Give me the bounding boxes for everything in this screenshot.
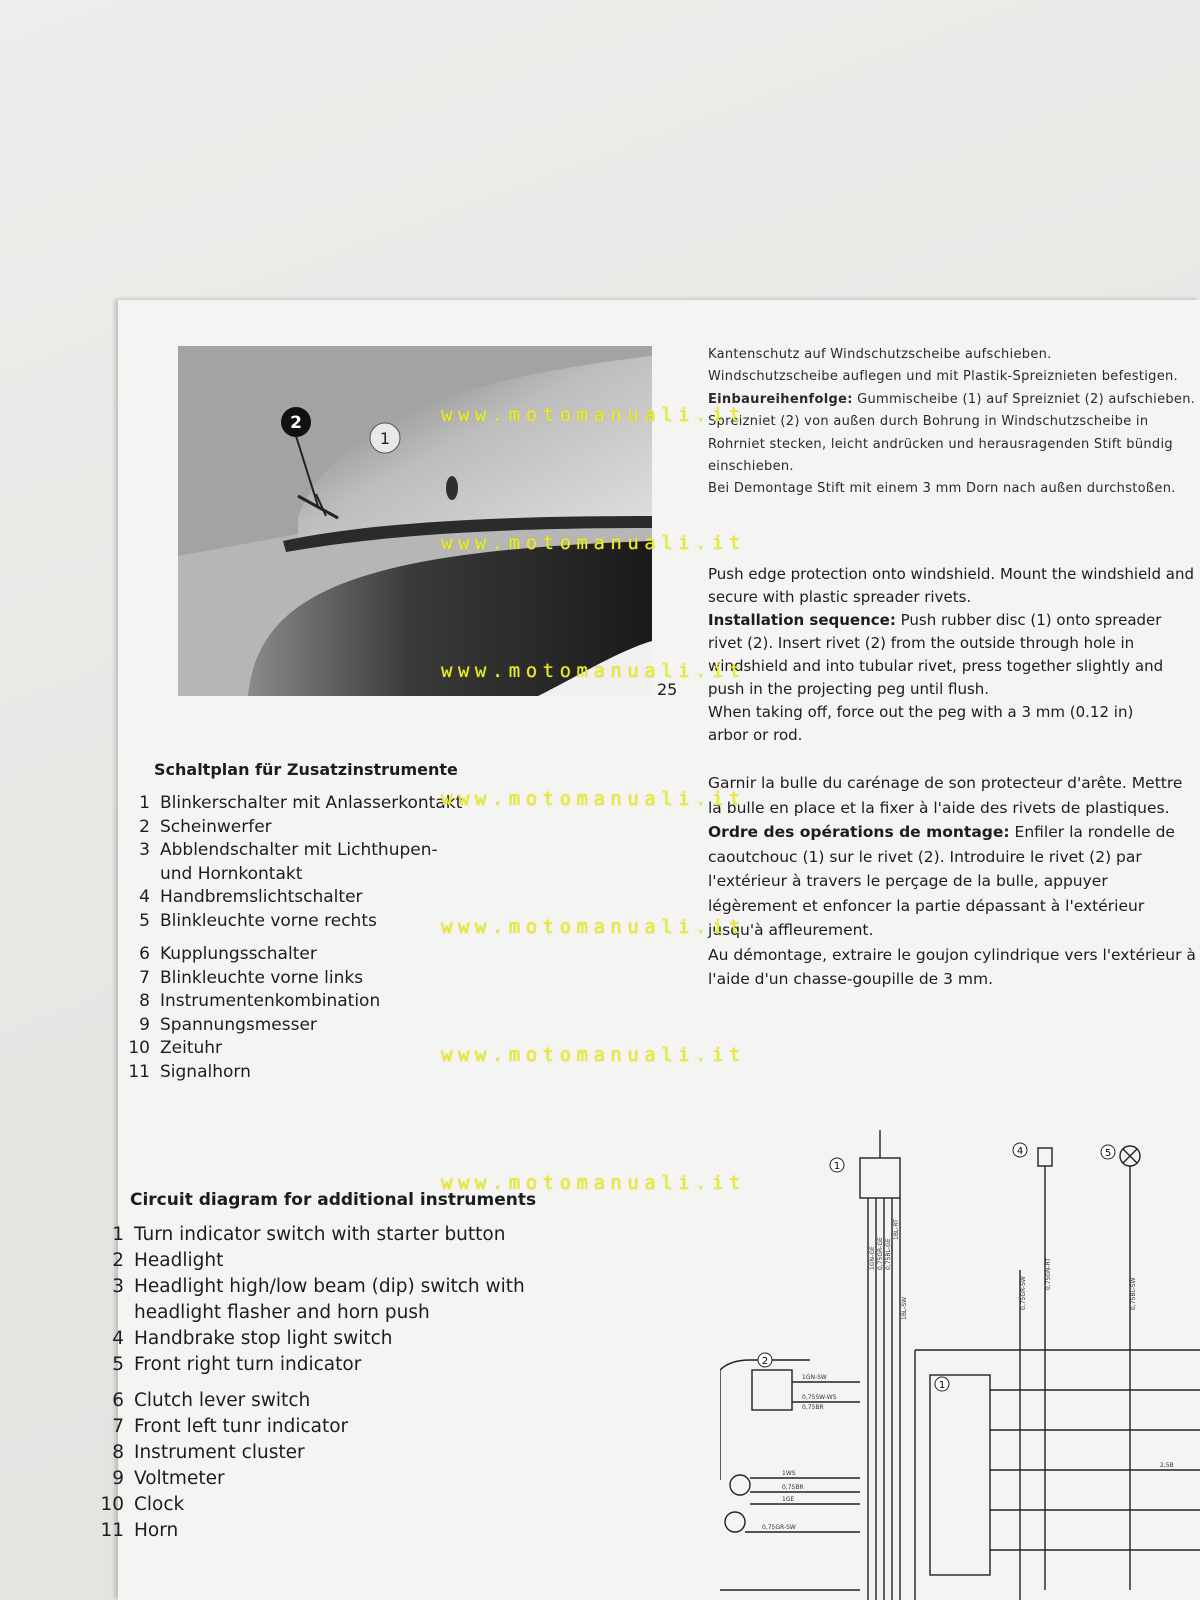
svg-text:1: 1 (938, 1380, 946, 1391)
diagram-callout-5 (1101, 1145, 1115, 1159)
watermark: www.motomanuali.it (441, 1044, 746, 1066)
wire-label: 2,5B (1160, 1462, 1174, 1469)
list-item: 10 Zeituhr (128, 1038, 223, 1058)
list-item: 11 Horn (100, 1520, 179, 1541)
german-list-heading: Schaltplan für Zusatzinstrumente (154, 760, 458, 779)
svg-text:1: 1 (833, 1161, 841, 1172)
photo-callout-1 (370, 423, 400, 453)
list-item: 1 Turn indicator switch with starter button (112, 1224, 506, 1245)
german-sequence (708, 389, 1200, 479)
wire-label: 0,75BL-GE (885, 1238, 892, 1270)
photo-callout-2 (281, 407, 311, 437)
watermark: www.motomanuali.it (441, 788, 746, 810)
wire-label: 1GE (782, 1496, 795, 1503)
list-item: 1 Blinkerschalter mit Anlasserkontakt (139, 793, 463, 813)
german-line-1: Kantenschutz auf Windschutzscheibe aufschieben. (708, 347, 1052, 362)
french-sequence-heading: Ordre des opérations de montage: (708, 823, 1010, 841)
english-list-heading: Circuit diagram for additional instruments (130, 1190, 537, 1210)
list-item: 5 Front right turn indicator (112, 1354, 362, 1375)
german-sequence-heading: Einbaureihenfolge: (708, 391, 853, 407)
wire-label: 0,75BR (802, 1404, 824, 1411)
wire-label: 0,75SW-WS (802, 1394, 837, 1401)
figure-number: 25 (657, 680, 678, 699)
diagram-callout-2 (758, 1353, 772, 1367)
wire-label: 1GN-SW (802, 1374, 827, 1381)
french-sequence-body: Enfiler la rondelle de caoutchouc (1) sur le rivet (2). Introduire le rivet (2) par l'extérieur à travers le perçage de la bulle, appuyer légèrement et enfoncer la partie dépassant à l'extérieur jusqu'à affleurement. (708, 823, 1175, 939)
english-sequence (708, 609, 1200, 701)
french-removal: Au démontage, extraire le goujon cylindrique vers l'extérieur à l'aide d'un chasse-goupille de 3 mm. (708, 945, 1196, 988)
list-item: 9 Voltmeter (112, 1468, 225, 1489)
list-item: 7 Blinkleuchte vorne links (139, 967, 364, 988)
list-item: 7 Front left tunr indicator (112, 1416, 349, 1437)
list-item: 3 Headlight high/low beam (dip) switch with (112, 1276, 525, 1297)
english-removal-2: arbor or rod. (708, 726, 803, 744)
english-line-1: Push edge protection onto windshield. Mount the windshield and secure with plastic spreader rivets. (708, 565, 1194, 606)
german-legend-list (124, 792, 462, 1084)
french-line-1: Garnir la bulle du carénage de son protecteur d'arête. Mettre la bulle en place et la fixer à l'aide des rivets de plastiques. (708, 774, 1183, 817)
list-item: 9 Spannungsmesser (139, 1014, 317, 1035)
list-item-continuation: und Hornkontakt (160, 863, 303, 884)
german-sequence-body: Gummischeibe (1) auf Spreizniet (2) aufschieben. Spreizniet (2) von außen durch Bohrung in Windschutzscheibe in Rohrniet stecken, leicht andrücken und herausragenden Stift bündig einschieben. (708, 391, 1196, 475)
watermark: www.motomanuali.it (441, 1172, 746, 1194)
list-item: 10 Clock (100, 1494, 185, 1515)
diagram-callout-1 (830, 1158, 844, 1172)
german-line-2: Windschutzscheibe auflegen und mit Plastik-Spreiznieten befestigen. (708, 369, 1178, 385)
list-item: 2 Scheinwerfer (139, 816, 272, 837)
list-item: 6 Clutch lever switch (112, 1390, 311, 1411)
svg-text:2: 2 (761, 1356, 769, 1367)
wire-label: 1BL-SW (901, 1296, 908, 1320)
french-instructions (708, 771, 1200, 992)
wire-label: 1BL-RT (893, 1219, 900, 1240)
english-sequence-body: Push rubber disc (1) onto spreader rivet (2). Insert rivet (2) from the outside through hole in windshield and into tubular rivet, press together slightly and push in the projecting peg until flush. (708, 611, 1164, 698)
watermark: www.motomanuali.it (441, 916, 746, 938)
diagram-callout-4 (1013, 1143, 1027, 1157)
english-removal-1: When taking off, force out the peg with a 3 mm (0.12 in) (708, 703, 1134, 721)
list-item-continuation: headlight flasher and horn push (134, 1302, 430, 1323)
german-removal: Bei Demontage Stift mit einem 3 mm Dorn nach außen durchstoßen. (708, 481, 1176, 497)
watermark: www.motomanuali.it (441, 660, 746, 682)
english-sequence-heading: Installation sequence: (708, 611, 896, 629)
watermark: www.motomanuali.it (441, 532, 746, 554)
wire-label: 0,75GR-SW (762, 1524, 796, 1531)
wire-label: 1GN-GE (869, 1246, 876, 1270)
list-item: 5 Blinkleuchte vorne rechts (139, 910, 377, 931)
svg-text:2: 2 (290, 413, 302, 433)
list-item: 8 Instrument cluster (112, 1442, 305, 1463)
list-item: 4 Handbrake stop light switch (112, 1328, 393, 1349)
list-item: 6 Kupplungsschalter (139, 944, 317, 964)
english-instructions (708, 563, 1200, 747)
watermark: www.motomanuali.it (441, 404, 746, 426)
wire-label: 0,75GR-SW (1020, 1276, 1027, 1310)
english-legend-list (98, 1222, 525, 1544)
circuit-diagram (720, 1120, 1200, 1600)
diagram-callout-1b (935, 1377, 949, 1391)
svg-text:1: 1 (379, 429, 391, 448)
wire-label: 0,75BR (782, 1484, 804, 1491)
windshield-photo (178, 346, 652, 696)
wire-label: 1WS (782, 1470, 796, 1477)
wire-label: 0,75GR-GE (877, 1237, 884, 1270)
svg-text:4: 4 (1016, 1146, 1024, 1157)
german-instructions (708, 344, 1200, 501)
list-item: 4 Handbremslichtschalter (139, 887, 363, 907)
wire-label: 0,75GN-RT (1045, 1257, 1052, 1290)
french-sequence (708, 820, 1200, 943)
list-item: 2 Headlight (112, 1250, 224, 1271)
list-item: 11 Signalhorn (128, 1061, 251, 1082)
list-item: 8 Instrumentenkombination (139, 991, 381, 1011)
list-item: 3 Abblendschalter mit Lichthupen- (139, 840, 438, 860)
wire-label: 0,75BL-SW (1130, 1277, 1137, 1310)
svg-text:5: 5 (1104, 1148, 1112, 1159)
